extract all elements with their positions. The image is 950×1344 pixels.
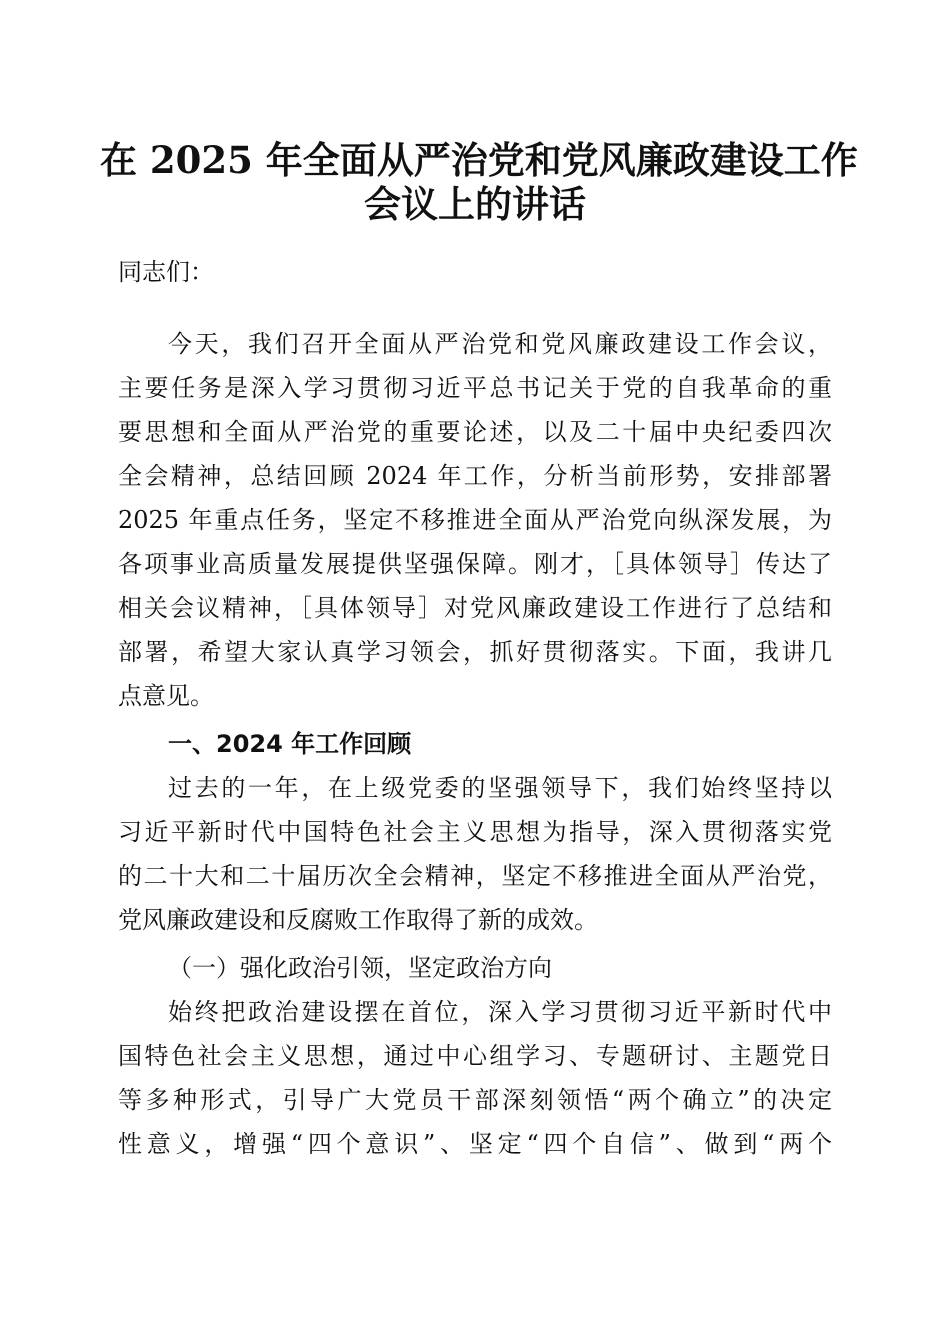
paragraph-1-line: 今天，我们召开全面从严治党和党风廉政建设工作会议，: [168, 330, 832, 358]
paragraph-1-line: 主要任务是深入学习贯彻习近平总书记关于党的自我革命的重: [118, 374, 832, 402]
paragraph-2-line: 党风廉政建设和反腐败工作取得了新的成效。: [118, 906, 598, 934]
paragraph-1-line: 各项事业高质量发展提供坚强保障。刚才，［具体领导］传达了: [118, 550, 832, 578]
paragraph-1-line: 全会精神，总结回顾 2024 年工作，分析当前形势，安排部署: [118, 462, 832, 490]
paragraph-1-line: 要思想和全面从严治党的重要论述，以及二十届中央纪委四次: [118, 418, 832, 446]
paragraph-1-line: 点意见。: [118, 682, 214, 710]
paragraph-2-line: 过去的一年，在上级党委的坚强领导下，我们始终坚持以: [168, 774, 832, 802]
paragraph-3-line: 等多种形式，引导广大党员干部深刻领悟“两个确立”的决定: [118, 1086, 832, 1114]
salutation: 同志们：: [118, 258, 214, 286]
paragraph-2-line: 的二十大和二十届历次全会精神，坚定不移推进全面从严治党，: [118, 862, 832, 890]
paragraph-3-line: 性意义，增强“四个意识”、坚定“四个自信”、做到“两个: [118, 1130, 832, 1158]
paragraph-3-line: 始终把政治建设摆在首位，深入学习贯彻习近平新时代中: [168, 998, 832, 1026]
paragraph-1-line: 相关会议精神，［具体领导］对党风廉政建设工作进行了总结和: [118, 594, 832, 622]
paragraph-1-line: 部署，希望大家认真学习领会，抓好贯彻落实。下面，我讲几: [118, 638, 832, 666]
document-title-line-2: 会议上的讲话: [364, 182, 586, 226]
section-heading-1: 一、2024 年工作回顾: [168, 730, 412, 758]
paragraph-2-line: 习近平新时代中国特色社会主义思想为指导，深入贯彻落实党: [118, 818, 832, 846]
paragraph-1-line: 2025 年重点任务，坚定不移推进全面从严治党向纵深发展，为: [118, 506, 832, 534]
paragraph-3-line: 国特色社会主义思想，通过中心组学习、专题研讨、主题党日: [118, 1042, 832, 1070]
sub-heading-1: （一）强化政治引领，坚定政治方向: [168, 954, 552, 982]
document-title-line-1: 在 2025 年全面从严治党和党风廉政建设工作: [100, 138, 858, 182]
